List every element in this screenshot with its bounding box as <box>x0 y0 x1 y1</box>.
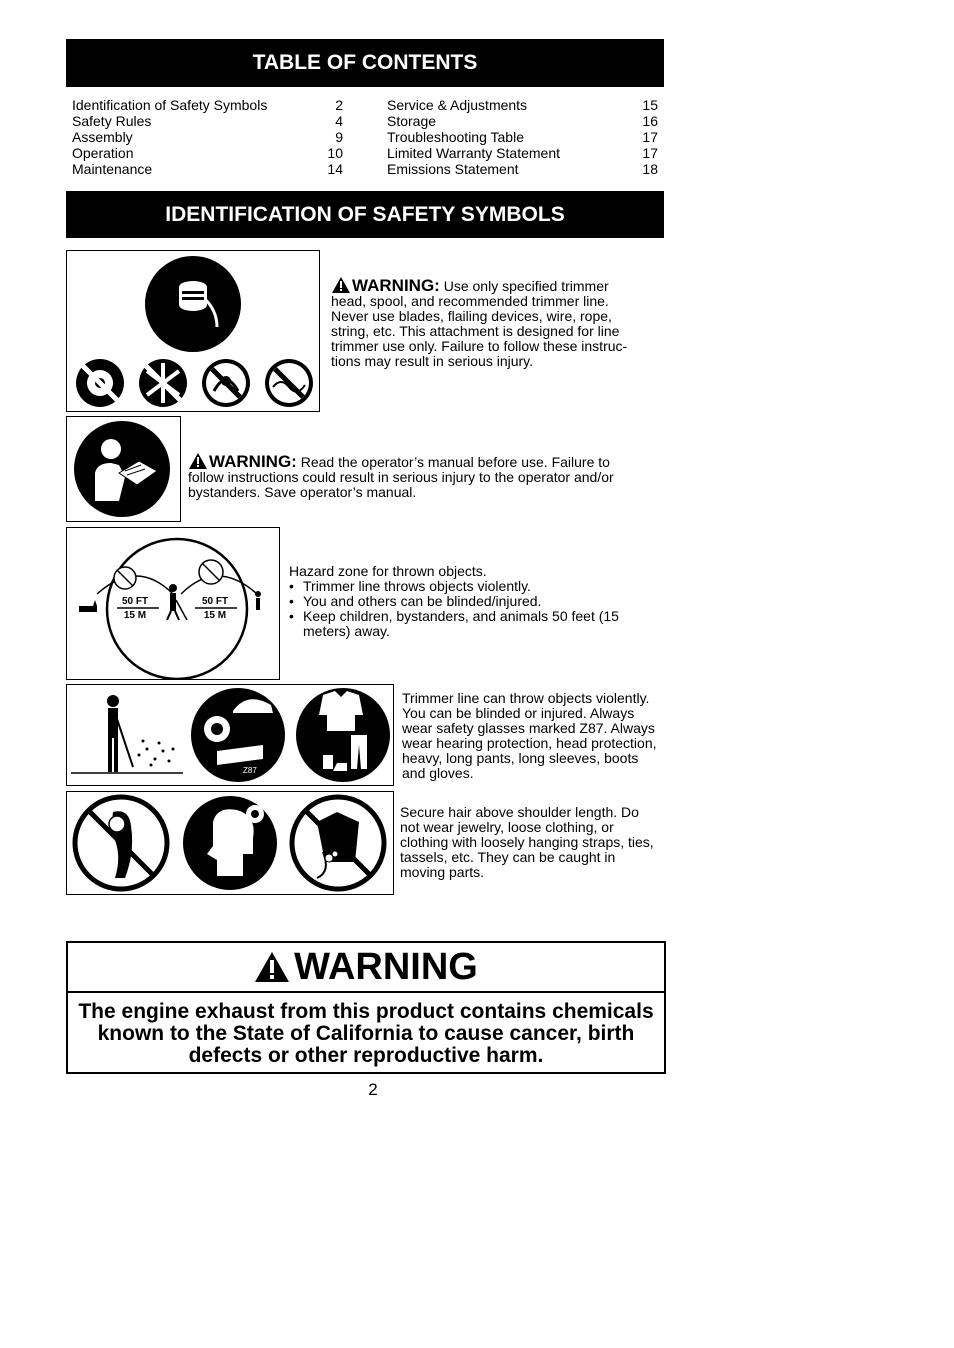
ear-head-eye-protection-icon <box>191 688 285 782</box>
no-long-hair-icon <box>75 797 167 889</box>
hazard-zone-icon <box>79 539 261 679</box>
warning-triangle-icon <box>331 276 351 294</box>
distance-ft-right: 50 FT <box>201 596 229 607</box>
no-loose-clothing-icon <box>292 797 384 889</box>
trimmer-head-icon <box>145 256 241 352</box>
thrown-debris-icon <box>71 695 183 773</box>
hazard-zone-text: Hazard zone for thrown objects. • Trimmer line throws objects violently. • You and others can be blinded/injured. • Keep children, bystanders, and animals 50 feet (15 meters) away. <box>289 564 643 639</box>
hazard-zone-symbol <box>66 527 280 680</box>
toc-left-column <box>72 97 343 177</box>
warning-label: WARNING: <box>188 452 297 471</box>
tied-hair-icon <box>183 796 277 890</box>
no-rope-icon <box>265 359 313 407</box>
toc-entry: Identification of Safety Symbols 2 <box>72 97 343 113</box>
california-warning-box <box>66 941 666 1074</box>
no-flail-icon <box>139 359 187 407</box>
protective-clothing-icon <box>296 688 390 782</box>
distance-m-right: 15 M <box>203 610 227 621</box>
no-blade-icon <box>76 359 124 407</box>
safety-symbols-title: IDENTIFICATION OF SAFETY SYMBOLS <box>66 191 664 238</box>
manual-warning: WARNING: Read the operator’s manual before use. Failure to follow instructions could result in serious injury to the operator and/or bystanders. Save operator’s manual. <box>188 452 614 500</box>
bullet-item: • You and others can be blinded/injured. <box>289 593 542 609</box>
toc-title: TABLE OF CONTENTS <box>66 39 664 87</box>
california-warning-body: The engine exhaust from this product contains chemicals known to the State of California to cause cancer, birth defects or other reproductive harm. <box>78 1000 654 1067</box>
trimmer-head-symbol <box>66 250 320 412</box>
distance-m-left: 15 M <box>123 610 147 621</box>
warning-triangle-icon <box>188 452 208 470</box>
hair-jewelry-symbol <box>66 791 394 895</box>
toc-entry: Assembly 9 <box>72 129 343 145</box>
read-manual-icon <box>74 421 170 517</box>
manual-symbol <box>66 416 181 522</box>
toc-entry: Safety Rules 4 <box>72 113 343 129</box>
page-number: 2 <box>368 1080 378 1099</box>
no-wire-icon <box>202 359 250 407</box>
toc-entry: Operation 10 <box>72 145 343 161</box>
bullet-item: • Trimmer line throws objects violently. <box>289 578 531 594</box>
distance-ft-left: 50 FT <box>121 596 149 607</box>
toc-entry: Limited Warranty Statement 17 <box>387 145 658 161</box>
toc-entry: Service & Adjustments 15 <box>387 97 658 113</box>
bullet-item: • Keep children, bystanders, and animals 50 feet (15 meters) away. <box>289 608 619 639</box>
toc-entry: Maintenance 14 <box>72 161 343 177</box>
toc-entry: Emissions Statement 18 <box>387 161 658 177</box>
protection-text: Trimmer line can throw objects violently. You can be blinded or injured. Always wear safety glasses marked Z87. Always wear hearing protection, head protection, heavy, long pants, long sleeves, boots and gloves. <box>402 690 657 781</box>
california-warning-heading: WARNING <box>68 943 664 993</box>
warning-label: WARNING: <box>331 276 440 295</box>
hair-jewelry-text: Secure hair above shoulder length. Do not wear jewelry, loose clothing, or clothing with loosely hanging straps, ties, tassels, etc. They can be caught in moving parts. <box>400 804 654 880</box>
toc-right-column <box>387 97 658 177</box>
warning-triangle-icon <box>254 951 290 983</box>
protection-symbol <box>66 684 394 786</box>
trimmer-head-warning: WARNING: Use only specified trimmer head, spool, and recommended trimmer line. Never use blades, flailing devices, wire, rope, string, etc. This attachment is designed for line trimmer use only. Failure to follow these instruc- tions may result in serious injury. <box>331 276 628 369</box>
toc-entry: Troubleshooting Table 17 <box>387 129 658 145</box>
toc-entry: Storage 16 <box>387 113 658 129</box>
z87-mark: Z87 <box>243 766 257 775</box>
